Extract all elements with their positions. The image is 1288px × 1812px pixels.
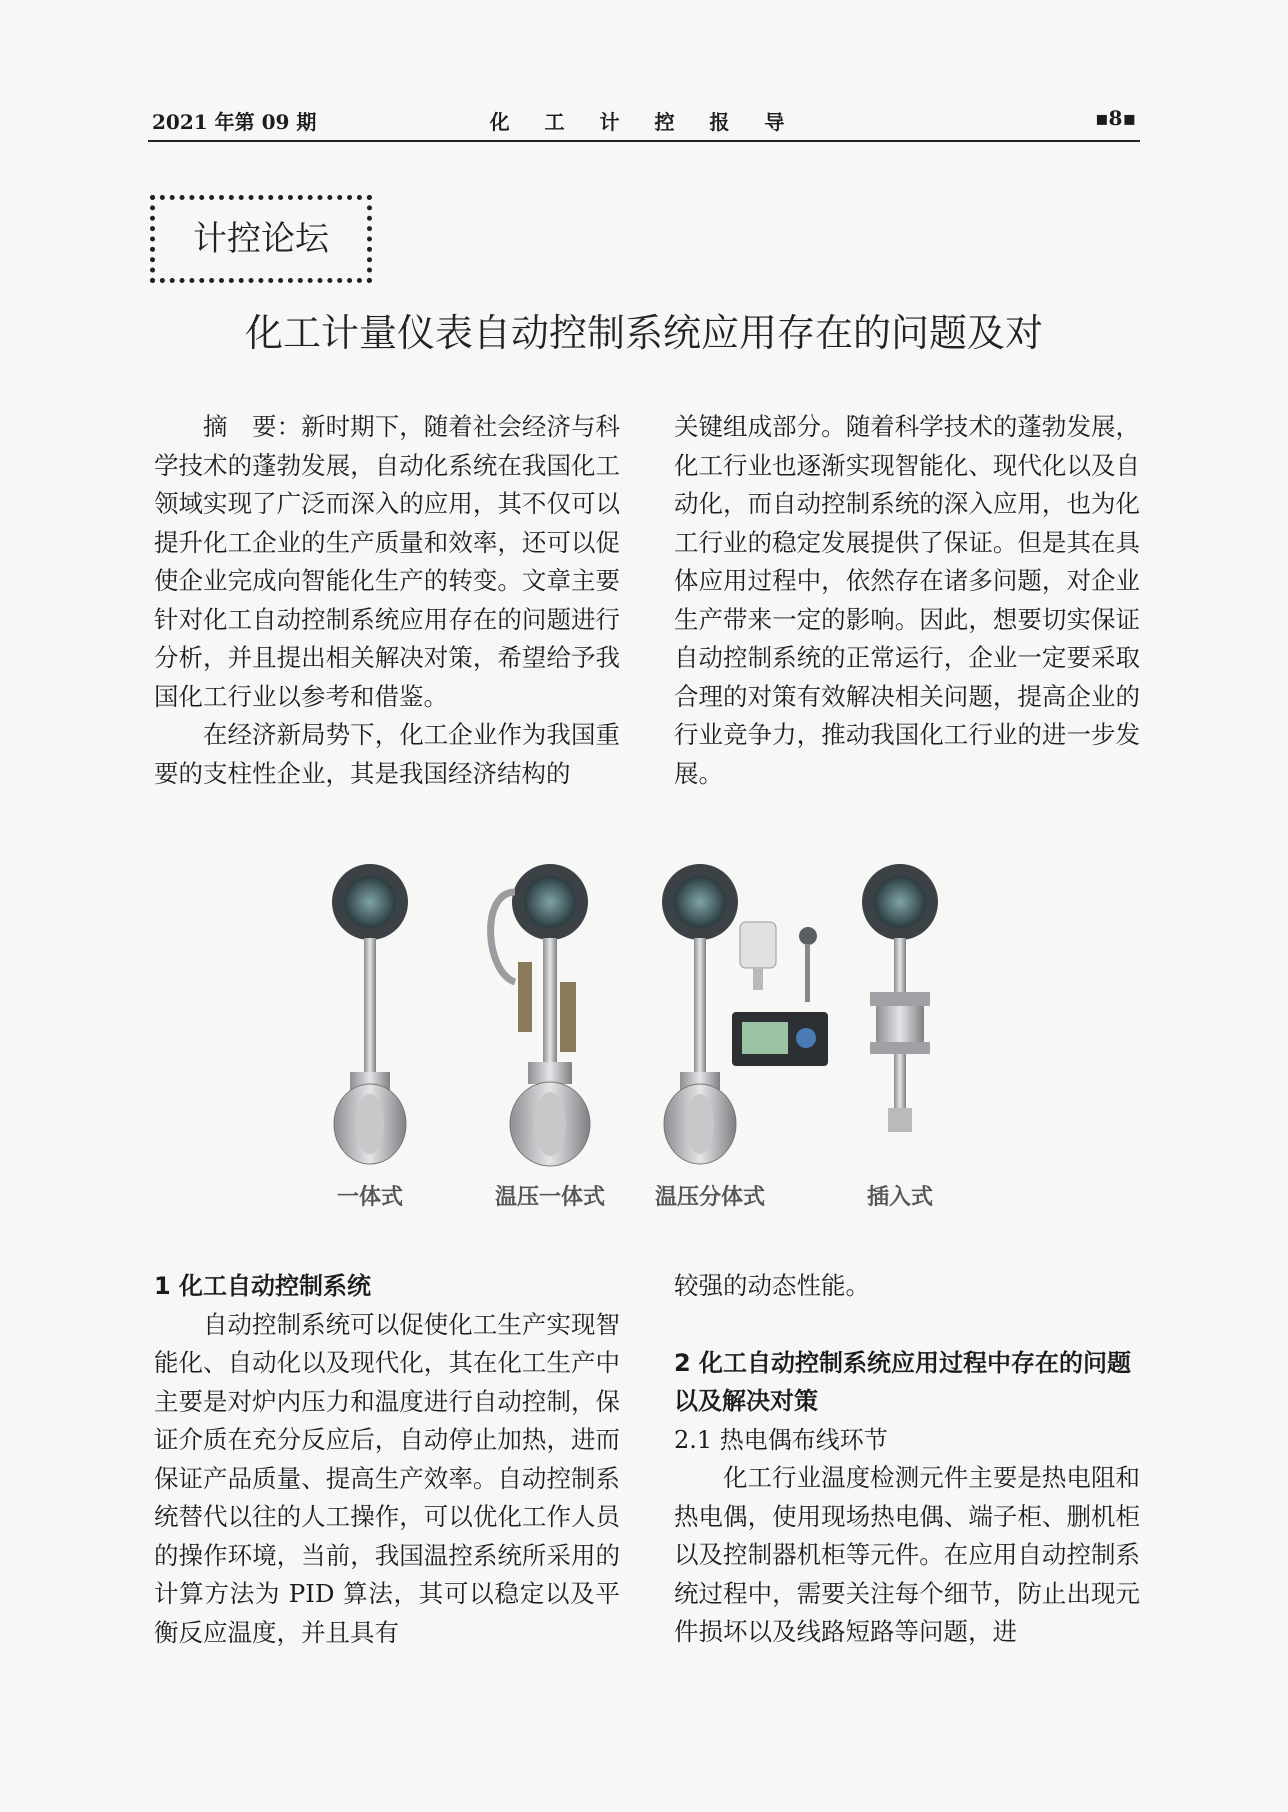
- page-number: ▪8▪: [1094, 106, 1136, 130]
- intro-paragraph: 在经济新局势下，化工企业作为我国重要的支柱性企业，其是我国经济结构的: [154, 720, 620, 788]
- caption-temp-pressure-integrated: 温压一体式: [494, 1185, 606, 1210]
- section-1-continued: 较强的动态性能。: [674, 1271, 870, 1300]
- abstract-paragraph: 摘 要：新时期下，随着社会经济与科学技术的蓬勃发展，自动化系统在我国化工领域实现了广泛而深入的应用，其不仅可以提升化工企业的生产质量和效率，还可以促使企业完成向智能化生产的转变。文章主要针对化工自动控制系统应用存在的问题进行分析，并且提出相关解决对策，希望给予我国化工行业以参考和借鉴。: [154, 412, 620, 711]
- caption-insertion: 插入式: [866, 1185, 934, 1210]
- flowmeter-illustration: [310, 862, 990, 1172]
- left-column-bottom: [154, 1267, 620, 1652]
- left-column-top: [154, 408, 620, 793]
- right-column-top: [674, 408, 1140, 793]
- article-title: 化工计量仪表自动控制系统应用存在的问题及对: [244, 311, 1043, 355]
- section-2-1-heading: 2.1 热电偶布线环节: [674, 1425, 888, 1454]
- issue-label: 2021 年第 09 期: [152, 110, 317, 134]
- section-1-heading: 1 化工自动控制系统: [154, 1272, 372, 1300]
- section-1-paragraph: 自动控制系统可以促使化工生产实现智能化、自动化以及现代化，其在化工生产中主要是对炉内压力和温度进行自动控制，保证介质在充分反应后，自动停止加热，进而保证产品质量、提高生产效率。自动控制系统替代以往的人工操作，可以优化工作人员的操作环境，当前，我国温控系统所采用的计算方法为 PID 算法，其可以稳定以及平衡反应温度，并且具有: [154, 1309, 620, 1647]
- column-name-box: 计控论坛: [150, 195, 372, 283]
- flowmeter-figure: [310, 862, 990, 1222]
- journal-name: 化 工 计 控 报 导: [489, 110, 799, 134]
- running-header: [148, 100, 1140, 142]
- caption-temp-pressure-split: 温压分体式: [654, 1185, 766, 1210]
- meter-temp-pressure-split: [662, 864, 828, 1164]
- intro-continued-paragraph: 关键组成部分。随着科学技术的蓬勃发展，化工行业也逐渐实现智能化、现代化以及自动化，而自动控制系统的深入应用，也为化工行业的稳定发展提供了保证。但是其在具体应用过程中，依然存在诸多问题，对企业生产带来一定的影响。因此，想要切实保证自动控制系统的正常运行，企业一定要采取合理的对策有效解决相关问题，提高企业的行业竞争力，推动我国化工行业的进一步发展。: [674, 412, 1140, 788]
- section-2-1-paragraph: 化工行业温度检测元件主要是热电阻和热电偶，使用现场热电偶、端子柜、删机柜以及控制器机柜等元件。在应用自动控制系统过程中，需要关注每个细节，防止出现元件损坏以及线路短路等问题，进: [674, 1463, 1140, 1646]
- section-2-heading: 2 化工自动控制系统应用过程中存在的问题以及解决对策: [674, 1348, 1132, 1415]
- caption-integrated: 一体式: [336, 1185, 404, 1210]
- meter-temp-pressure-integrated: [491, 864, 590, 1166]
- meter-insertion: [862, 864, 938, 1132]
- right-column-bottom: [674, 1267, 1140, 1652]
- meter-integrated: [332, 864, 408, 1164]
